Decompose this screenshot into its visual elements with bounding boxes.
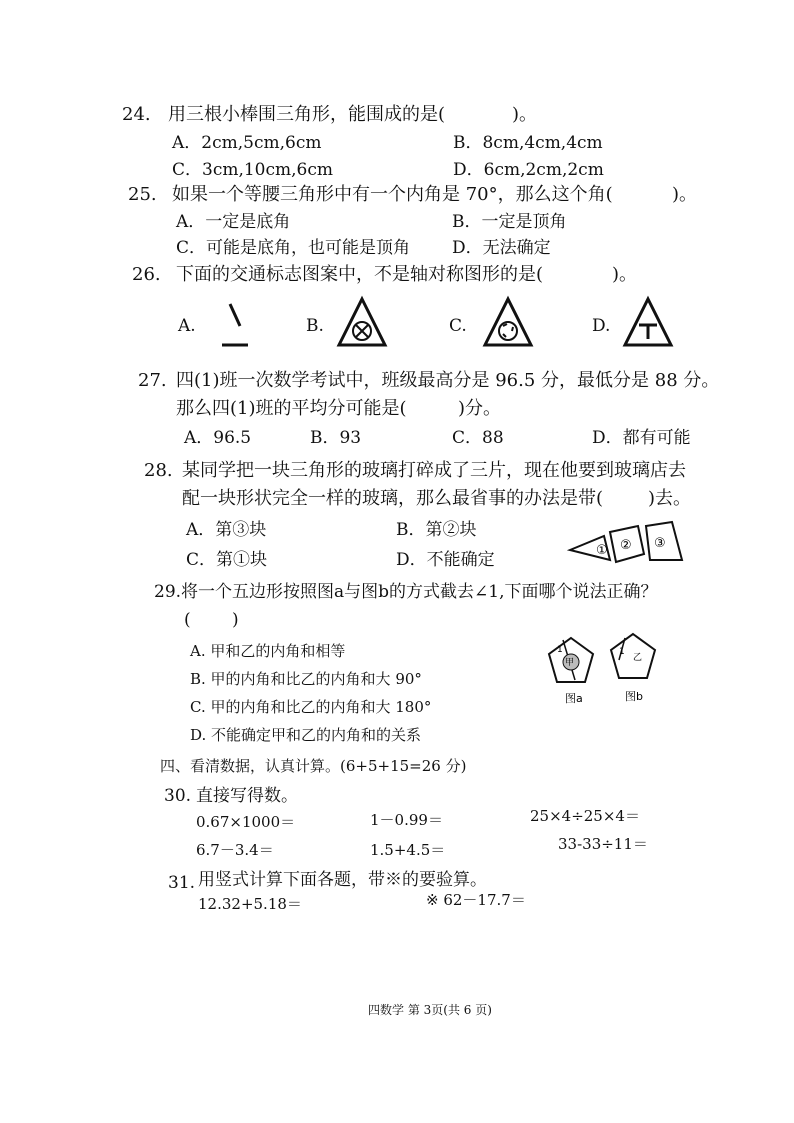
fig-a-caption: 图a	[565, 692, 583, 705]
fig-b-caption: 图b	[625, 690, 643, 703]
q25-option-a: A．一定是底角	[176, 212, 291, 232]
q26-option-b: B.	[306, 316, 324, 336]
sign-b-triangle	[336, 296, 388, 348]
q26-number: 26.	[132, 264, 161, 285]
q30-expr-6: 33-33÷11＝	[558, 835, 648, 853]
q24-text: 用三根小棒围三角形，能围成的是(	[168, 104, 446, 125]
q29-option-b: B. 甲的内角和比乙的内角和大 90°	[190, 670, 422, 688]
q25-text: 如果一个等腰三角形中有一个内角是 70°，那么这个角(	[172, 184, 613, 205]
q31-number: 31.	[168, 873, 196, 893]
q31-text: 用竖式计算下面各题，带※的要验算。	[198, 870, 487, 890]
glass-piece-1-label: ①	[596, 543, 608, 558]
q30-number: 30.	[164, 786, 192, 806]
q28-option-a: A．第③块	[186, 520, 267, 540]
fig-a-angle-label: 1	[557, 645, 563, 655]
q24-option-a: A．2cm,5cm,6cm	[172, 133, 322, 153]
q29-option-c: C. 甲的内角和比乙的内角和大 180°	[190, 698, 432, 716]
q31-expr-1: 12.32+5.18＝	[198, 895, 302, 913]
sign-a-slash	[230, 304, 240, 326]
q28-text: 某同学把一块三角形的玻璃打碎成了三片，现在他要到玻璃店去	[182, 460, 686, 481]
q27-option-a: A．96.5	[184, 428, 252, 448]
q26-option-a: A.	[178, 316, 196, 336]
q25-tail: )。	[672, 184, 698, 205]
section-4-title: 四、看清数据，认真计算。(6+5+15=26 分)	[160, 757, 467, 775]
fig-b-yi-label: 乙	[633, 653, 643, 663]
q24-tail: )。	[512, 104, 538, 125]
fig-a-jia-label: 甲	[565, 658, 575, 668]
q28-option-d: D．不能确定	[396, 550, 495, 570]
q31-expr-2: ※ 62－17.7＝	[426, 891, 526, 909]
q24-number: 24.	[122, 104, 151, 125]
q24-option-b: B．8cm,4cm,4cm	[453, 133, 603, 153]
q29-paren-close: )	[232, 610, 239, 630]
q27-text: 四(1)班一次数学考试中，班级最高分是 96.5 分，最低分是 88 分。	[176, 370, 720, 391]
q28-number: 28.	[144, 460, 173, 481]
q28-option-b: B．第②块	[396, 520, 477, 540]
q25-number: 25.	[128, 184, 157, 205]
q24-option-c: C．3cm,10cm,6cm	[172, 160, 334, 180]
q30-expr-4: 6.7－3.4＝	[196, 841, 274, 859]
q27-option-d: D．都有可能	[592, 428, 691, 448]
sign-c-triangle	[482, 296, 534, 348]
q28-option-c: C．第①块	[186, 550, 268, 570]
page-footer: 四数学 第 3页(共 6 页)	[368, 1003, 492, 1017]
q29-option-d: D. 不能确定甲和乙的内角和的关系	[190, 726, 422, 744]
q26-text: 下面的交通标志图案中，不是轴对称图形的是(	[176, 264, 544, 285]
pentagon-figures	[545, 630, 675, 710]
q29-paren-open: (	[184, 610, 191, 630]
glass-piece-3-label: ③	[654, 536, 666, 551]
q27-text-line2: 那么四(1)班的平均分可能是(	[176, 398, 407, 419]
q28-tail: )去。	[648, 488, 692, 509]
q30-expr-2: 1－0.99＝	[370, 811, 443, 829]
q27-tail: )分。	[458, 398, 502, 419]
glass-piece-2-label: ②	[620, 538, 632, 553]
sign-a-figure	[216, 300, 256, 352]
q26-option-c: C.	[449, 316, 467, 336]
q29-option-a: A. 甲和乙的内角和相等	[190, 642, 346, 660]
q30-text: 直接写得数。	[196, 786, 298, 806]
q27-option-c: C．88	[452, 428, 504, 448]
q30-expr-1: 0.67×1000＝	[196, 813, 296, 831]
q30-expr-3: 25×4÷25×4＝	[530, 807, 640, 825]
q28-text-line2: 配一块形状完全一样的玻璃，那么最省事的办法是带(	[182, 488, 604, 509]
q27-number: 27.	[138, 370, 167, 391]
q26-tail: )。	[612, 264, 638, 285]
q29-text: 29.将一个五边形按照图a与图b的方式截去∠1,下面哪个说法正确？	[154, 582, 658, 602]
q25-option-c: C．可能是底角，也可能是顶角	[176, 238, 411, 258]
glass-pieces-figure	[566, 518, 690, 568]
fig-b-angle-label: 1	[619, 647, 625, 657]
q26-option-d: D.	[592, 316, 611, 336]
q27-option-b: B．93	[310, 428, 362, 448]
q25-option-b: B．一定是顶角	[452, 212, 567, 232]
q25-option-d: D．无法确定	[452, 238, 551, 258]
sign-d-triangle	[622, 296, 674, 348]
q24-option-d: D．6cm,2cm,2cm	[453, 160, 604, 180]
q30-expr-5: 1.5+4.5＝	[370, 841, 446, 859]
